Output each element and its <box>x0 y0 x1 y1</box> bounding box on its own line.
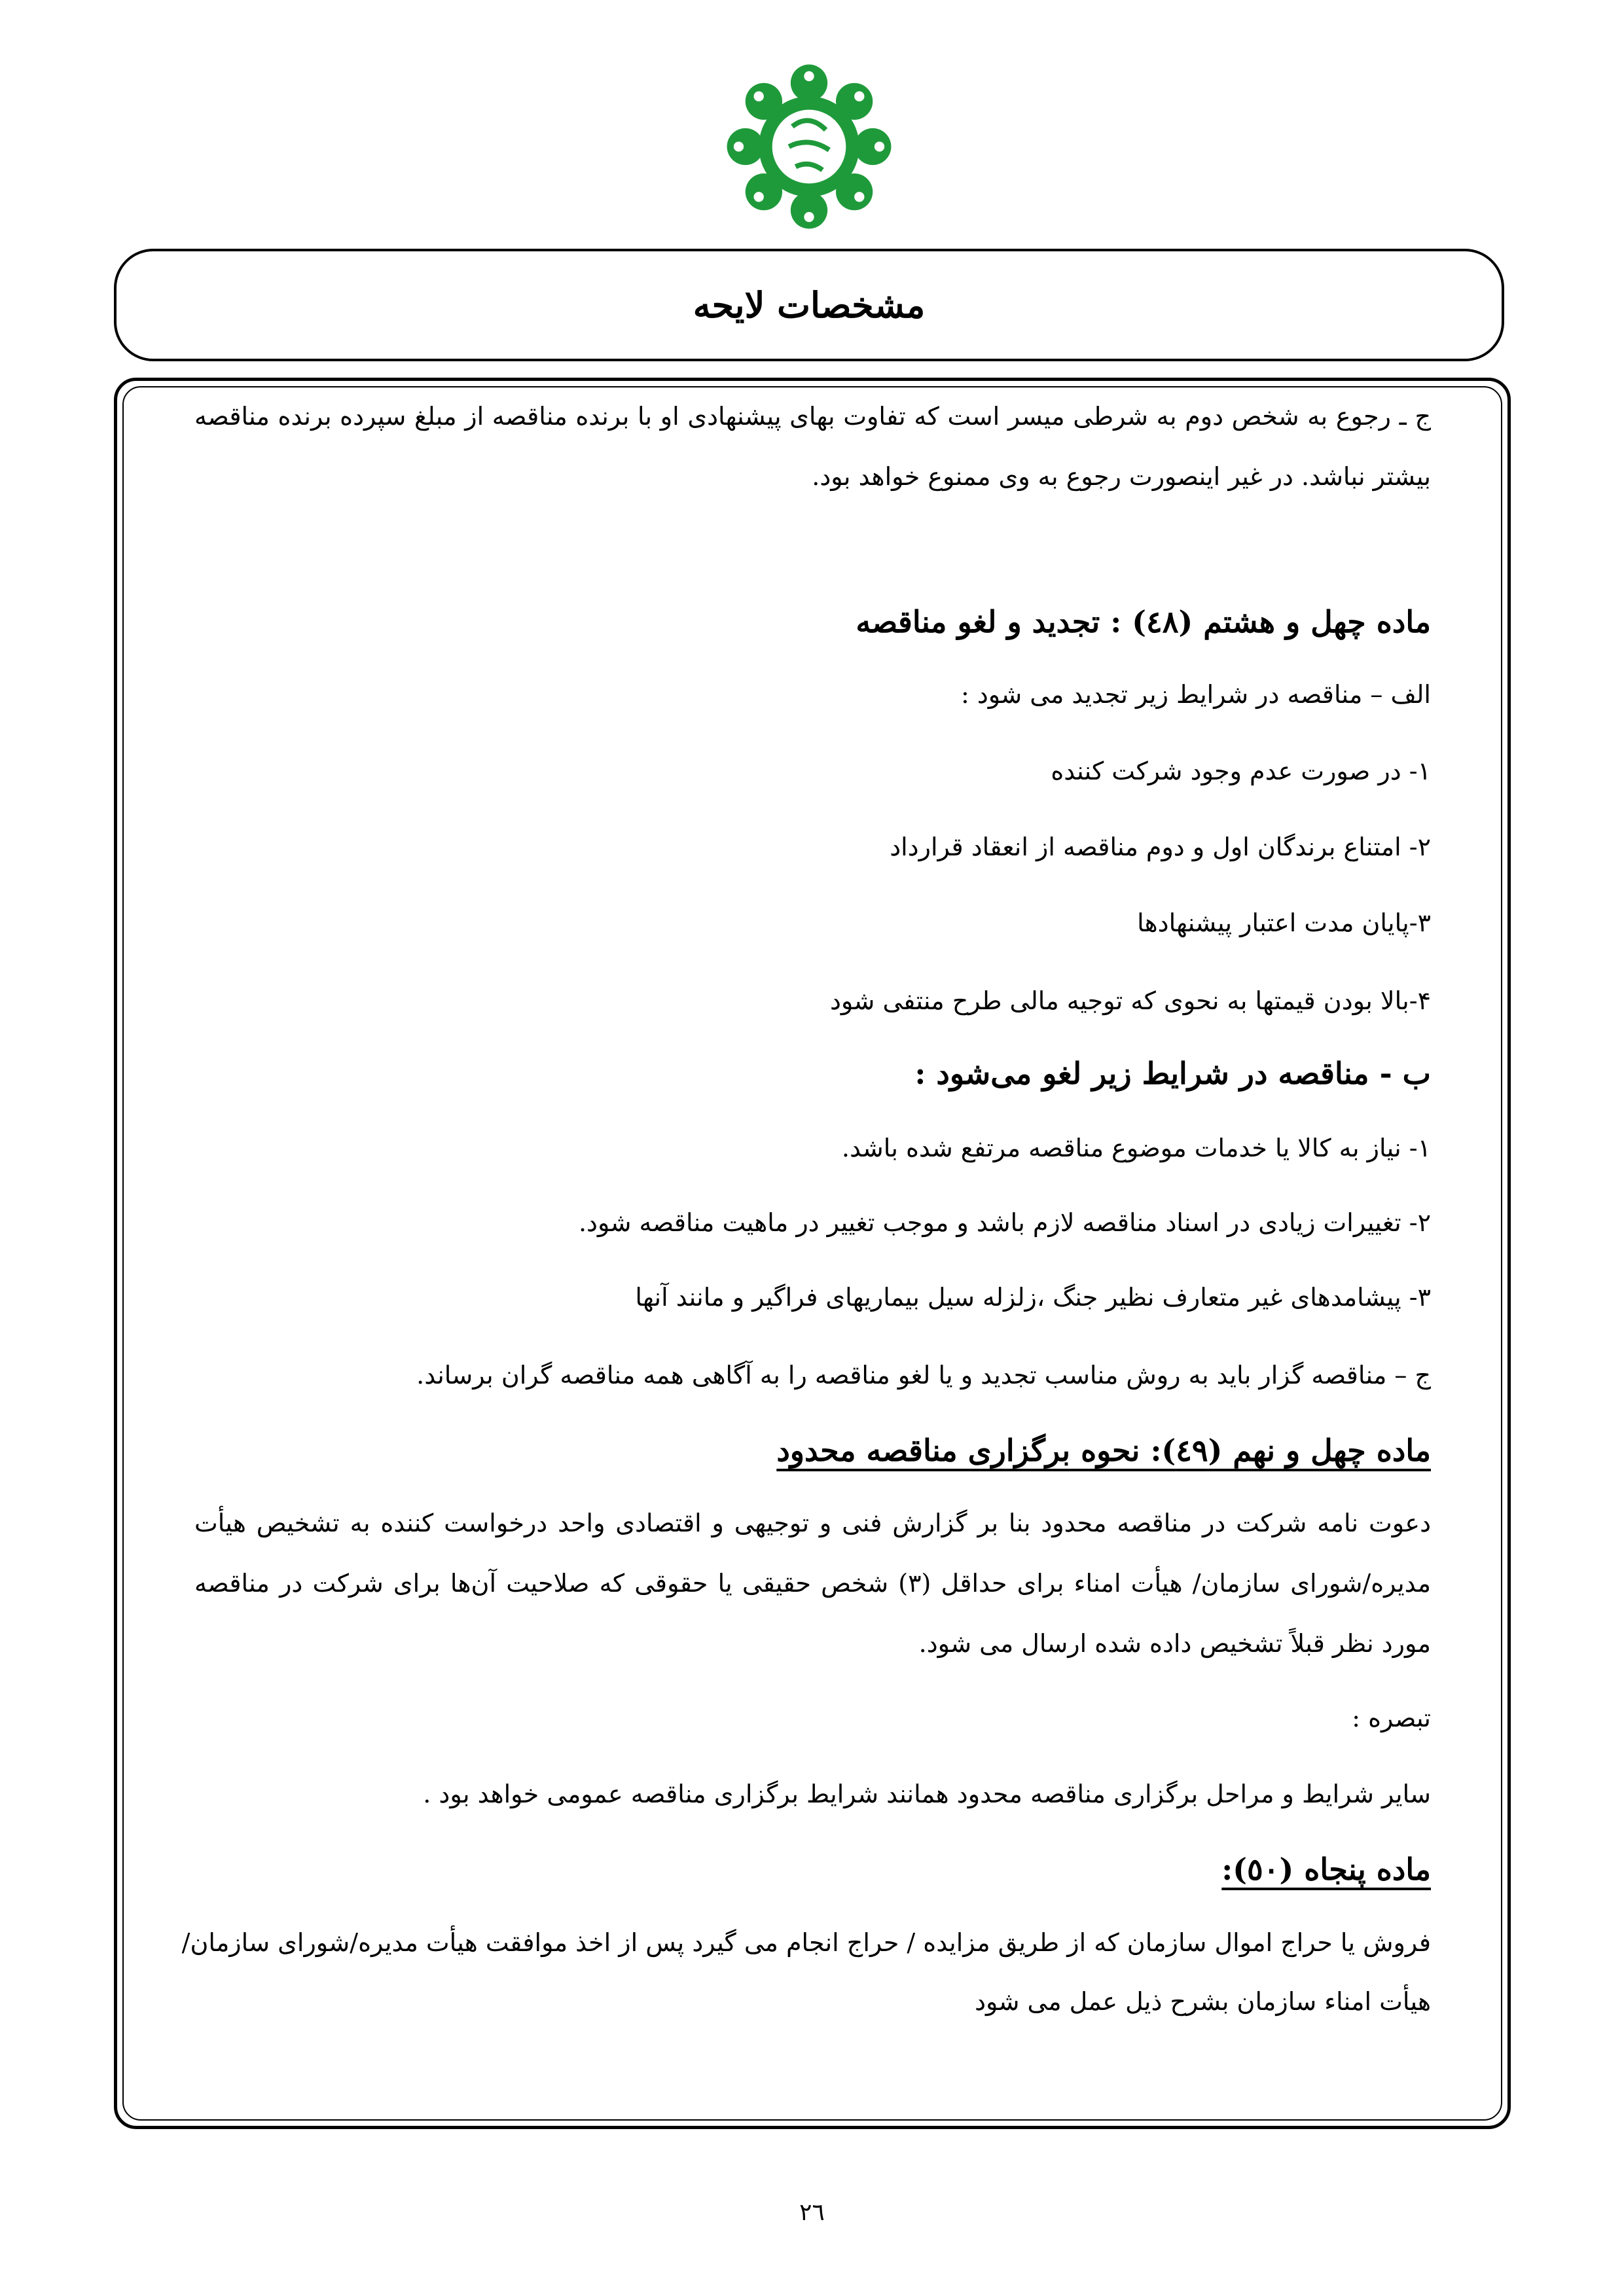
alef-item-4: ۴-بالا بودن قیمتها به نحوی که توجیه مالی طرح منتفی شود <box>829 986 1431 1015</box>
be-item-2: ۲- تغییرات زیادی در اسناد مناقصه لازم باشد و موجب تغییر در ماهیت مناقصه شود. <box>578 1208 1431 1237</box>
be-item-1: ۱- نیاز به کالا یا خدمات موضوع مناقصه مرتفع شده باشد. <box>841 1134 1431 1162</box>
article-50-line-1: فروش یا حراج اموال سازمان که از طریق مزایده / حراج انجام می گیرد پس از اخذ موافقت هیأت مدیره/شورای سازمان/ <box>181 1928 1431 1957</box>
article-50-line-2: هیأت امناء سازمان بشرح ذیل عمل می شود <box>975 1987 1431 2016</box>
page-title: مشخصات لایحه <box>693 284 926 326</box>
page-number: ۲٦ <box>799 2199 825 2226</box>
be-heading: ب - مناقصه در شرایط زیر لغو می‌شود : <box>914 1056 1431 1091</box>
council-logo <box>725 63 893 230</box>
article-48-heading: ماده چهل و هشتم (٤٨) : تجدید و لغو مناقصه <box>856 604 1431 639</box>
alef-intro: الف – مناقصه در شرایط زیر تجدید می شود : <box>960 680 1431 709</box>
jim-text: ج – مناقصه گزار باید به روش مناسب تجدید و یا لغو مناقصه را به آگاهی همه مناقصه گران برساند. <box>416 1361 1431 1390</box>
note-text: سایر شرایط و مراحل برگزاری مناقصه محدود همانند شرایط برگزاری مناقصه عمومی خواهد بود . <box>423 1780 1431 1808</box>
intro-line-2: بیشتر نباشد. در غیر اینصورت رجوع به وی ممنوع خواهد بود. <box>812 462 1431 491</box>
intro-line-1: ج ـ رجوع به شخص دوم به شرطی میسر است که تفاوت بهای پیشنهادی او با برنده مناقصه از مبلغ سپرده برنده مناقصه <box>194 402 1431 431</box>
alef-item-3: ۳-پایان مدت اعتبار پیشنهادها <box>1137 908 1431 937</box>
article-49-line-1: دعوت نامه شرکت در مناقصه محدود بنا بر گزارش فنی و توجیهی و اقتصادی واحد درخواست کننده به تشخیص هیأت <box>194 1509 1431 1537</box>
article-49-heading: ماده چهل و نهم (٤٩): نحوه برگزاری مناقصه محدود <box>776 1433 1431 1468</box>
be-item-3: ۳- پیشامدهای غیر متعارف نظیر جنگ ،زلزله سیل بیماریهای فراگیر و مانند آنها <box>635 1283 1431 1312</box>
title-box <box>114 249 1504 361</box>
article-49-line-3: مورد نظر قبلاً تشخیص داده شده ارسال می شود. <box>918 1629 1431 1658</box>
alef-item-1: ۱- در صورت عدم وجود شرکت کننده <box>1051 757 1431 785</box>
alef-item-2: ۲- امتناع برندگان اول و دوم مناقصه از انعقاد قرارداد <box>890 833 1431 861</box>
article-50-heading: ماده پنجاه (٥٠): <box>1221 1852 1431 1887</box>
article-49-line-2: مدیره/شورای سازمان/ هیأت امناء برای حداقل (۳) شخص حقیقی یا حقوقی که صلاحیت آن‌ها برای شرکت در مناقصه <box>194 1569 1431 1598</box>
note-label: تبصره : <box>1352 1704 1431 1732</box>
